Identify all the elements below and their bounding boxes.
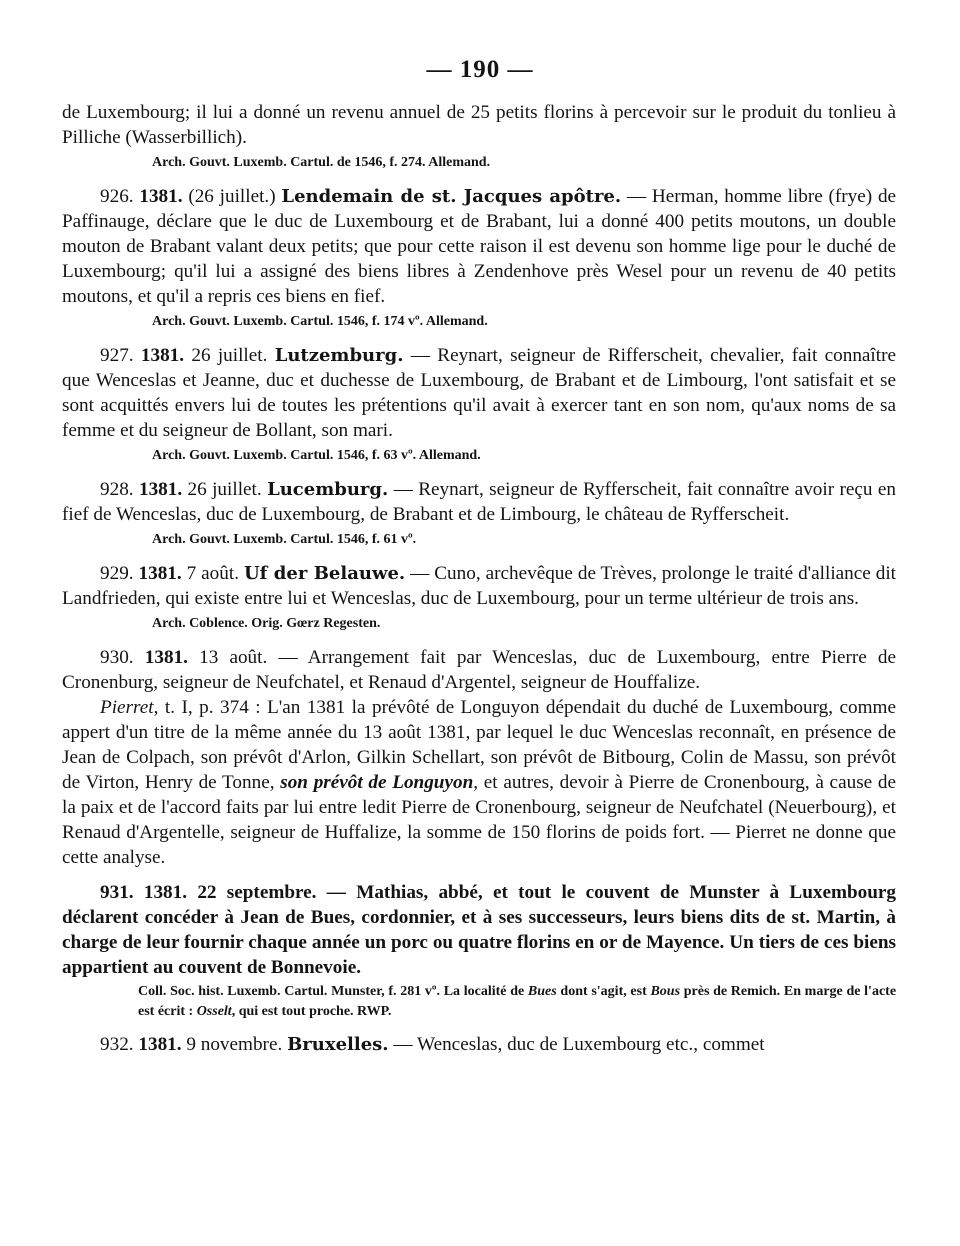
citation-italic: Bous xyxy=(650,984,681,999)
entry-931 xyxy=(62,880,896,980)
entry-932 xyxy=(62,1032,896,1057)
entry-year: 1381. xyxy=(143,882,188,903)
note-location: , t. I, p. 374 : xyxy=(153,697,261,718)
entry-place: Lutzemburg. xyxy=(274,345,404,366)
citation-italic: Bues xyxy=(527,984,557,999)
entry-text: — Reynart, seigneur de Ryfferscheit, fait connaître avoir reçu en fief de Wenceslas, duc de Luxembourg, de Brabant et de Limbourg, le château de Ryfferscheit. xyxy=(62,479,897,525)
entry-date: 22 septembre. xyxy=(197,882,317,903)
entry-929 xyxy=(62,561,896,611)
entry-date: 26 juillet. xyxy=(191,345,268,366)
entry-text: — Cuno, archevêque de Trèves, prolonge le traité d'alliance dit Landfrieden, qui existe entre lui et Wenceslas, duc de Luxembourg, pour un terme ultérieur de trois ans. xyxy=(62,563,896,609)
source-citation: Arch. Coblence. Orig. Gœrz Regesten. xyxy=(152,616,381,631)
entry-930 xyxy=(62,645,896,695)
entry-text: — Mathias, abbé, et tout le couvent de Munster à Luxembourg déclarent concéder à Jean de Bues, cordonnier, et à ses successeurs, leurs biens dits de st. Martin, à charge de leur fournir chaque année un porc ou quatre florins en or de Mayence. Un tiers de ces biens appartient au couvent de Bonnevoie. xyxy=(62,882,897,978)
entry-date: 26 juillet. xyxy=(187,479,262,500)
entry-number: 931. xyxy=(100,882,134,903)
entry-date: 13 août. xyxy=(199,647,268,668)
citation-text: près de Remich. En marge de l'acte est écrit : xyxy=(138,984,897,1019)
citation-italic: Osselt xyxy=(196,1004,232,1019)
entry-place: Lucemburg. xyxy=(267,479,389,500)
entry-date: 9 novembre. xyxy=(186,1034,283,1055)
note-text: , et autres, devoir à Pierre de Cronenbourg, à cause de la paix et de l'accord faits par lui entre ledit Pierre de Cronenbourg, seigneur de Neufchatel (Neuerbourg), et Renaud d'Argentelle, seigneur de Huffalize, la somme de 150 florins de poids fort. — Pierret ne donne que cette analyse. xyxy=(62,772,896,868)
citation-text: , qui est tout proche. RWP. xyxy=(231,1004,392,1019)
entry-place: Bruxelles. xyxy=(287,1034,389,1055)
entry-year: 1381. xyxy=(144,647,188,668)
entry-number: 926. xyxy=(100,186,134,207)
entry-place: Uf der Belauwe. xyxy=(243,563,406,584)
entry-926 xyxy=(62,184,896,309)
entry-text: — Herman, homme libre (frye) de Paffinauge, déclare que le duc de Luxembourg et de Brabant, lui a donné 400 petits moutons, un double mouton de Brabant valant deux petits; que pour cette raison il est devenu son homme lige pour le duché de Luxembourg; qu'il lui a assigné des biens libres à Zendenhove près Wesel pour un revenu de 40 petits moutons, et qu'il a repris ces biens en fief. xyxy=(62,186,897,307)
entry-number: 928. xyxy=(100,479,134,500)
note-text: L'an 1381 la prévôté de Longuyon dépendait du duché de Luxembourg, comme appert d'un titre de la même année du 13 août 1381, par lequel le duc Wenceslas reconnaît, en présence de Jean de Colpach, son prévôt d'Arlon, Gilkin Schellart, son prévôt de Bitbourg, Colin de Massu, son prévôt de Virton, Henry de Tonne, xyxy=(62,697,896,793)
entry-year: 1381. xyxy=(138,479,183,500)
source-citation: Arch. Gouvt. Luxemb. Cartul. 1546, f. 63 vº. Allemand. xyxy=(152,448,481,463)
entry-number: 930. xyxy=(100,647,134,668)
entry-number: 932. xyxy=(100,1034,134,1055)
entry-text: — Reynart, seigneur de Rifferscheit, chevalier, fait connaître que Wenceslas et Jeanne, duc et duchesse de Luxembourg, de Brabant et de Limbourg, l'ont satisfait et se sont acquittés envers lui de toutes les prétentions qu'il avait à exercer tant en son nom, qu'aux noms de sa femme et du seigneur de Bollant, son mari. xyxy=(62,345,896,441)
entry-year: 1381. xyxy=(140,345,185,366)
entry-date: (26 juillet.) xyxy=(188,186,276,207)
note-reference: Pierret xyxy=(100,697,154,718)
source-citation: Arch. Gouvt. Luxemb. Cartul. 1546, f. 61 vº. xyxy=(152,532,417,547)
note-italic: son prévôt de Longuyon xyxy=(280,772,474,793)
entry-year: 1381. xyxy=(138,1034,182,1055)
entry-number: 929. xyxy=(100,563,134,584)
entry-place: Lendemain de st. Jacques apôtre. xyxy=(281,186,622,207)
entry-text: — Arrangement fait par Wenceslas, duc de Luxembourg, entre Pierre de Cronenburg, seigneur de Neufchatel, et Renaud d'Argentel, seigneur de Houffalize. xyxy=(62,647,897,693)
entry-927 xyxy=(62,343,896,443)
continuation-text: de Luxembourg; il lui a donné un revenu annuel de 25 petits florins à percevoir sur le produit du tonlieu à Pilliche (Wasserbillich). xyxy=(62,102,896,148)
citation-text: Coll. Soc. hist. Luxemb. Cartul. Munster, f. 281 vº. La localité de xyxy=(138,984,525,999)
source-citation: Arch. Gouvt. Luxemb. Cartul. de 1546, f. 274. Allemand. xyxy=(152,155,491,170)
page-body xyxy=(62,100,896,1057)
entry-928 xyxy=(62,477,896,527)
page-number: — 190 — xyxy=(426,56,534,83)
entry-text: — Wenceslas, duc de Luxembourg etc., commet xyxy=(393,1034,765,1055)
entry-year: 1381. xyxy=(139,186,183,207)
entry-year: 1381. xyxy=(138,563,182,584)
source-citation: Arch. Gouvt. Luxemb. Cartul. 1546, f. 174 vº. Allemand. xyxy=(152,314,488,329)
entry-date: 7 août. xyxy=(186,563,239,584)
entry-number: 927. xyxy=(100,345,134,366)
pierret-note xyxy=(62,695,896,870)
citation-text: dont s'agit, est xyxy=(560,984,647,999)
source-citation xyxy=(62,982,896,1022)
